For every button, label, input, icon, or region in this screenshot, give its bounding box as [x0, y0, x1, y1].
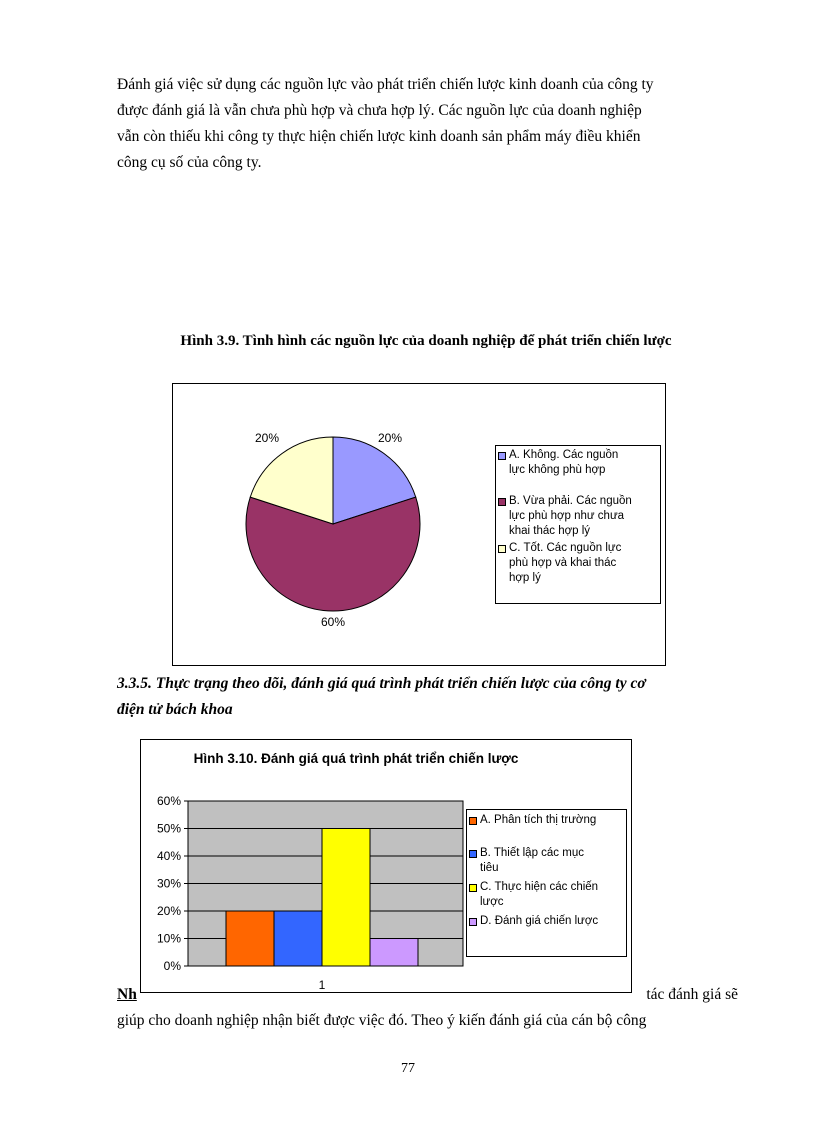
y-tick-label: 20%	[156, 904, 181, 918]
section-heading	[117, 671, 738, 723]
intro-line: công cụ số của công ty.	[117, 154, 262, 171]
legend-swatch	[469, 817, 477, 825]
y-tick-label: 0%	[163, 959, 181, 973]
legend-line: lực phù hợp như chưa	[509, 510, 625, 522]
legend-line: D. Đánh giá chiến lược	[480, 915, 599, 927]
legend-line: A. Không. Các nguồn	[509, 449, 619, 461]
figure-3-9-title: Hình 3.9. Tình hình các nguồn lực của doanh nghiệp để phát triển chiến lược	[180, 333, 672, 349]
page-number: 77	[401, 1061, 415, 1076]
bar-legend	[466, 809, 627, 957]
y-tick-label: 60%	[156, 794, 181, 808]
legend-swatch	[469, 884, 477, 892]
pie-data-label: 20%	[254, 431, 280, 445]
pie-data-label: 60%	[320, 615, 346, 629]
legend-line: hợp lý	[509, 572, 541, 584]
bar	[274, 911, 322, 966]
legend-line: B. Vừa phải. Các nguồn	[509, 495, 632, 507]
legend-line: C. Thực hiện các chiến	[480, 881, 599, 893]
legend-line: A. Phân tích thị trường	[480, 814, 597, 826]
bar-legend-item-b	[467, 846, 626, 876]
legend-swatch	[469, 918, 477, 926]
section-heading-line: điện tử bách khoa	[117, 701, 233, 718]
legend-swatch	[498, 545, 506, 553]
intro-paragraph	[117, 72, 738, 176]
intro-line: vẫn còn thiếu khi công ty thực hiện chiến lược kinh doanh sản phẩm máy điều khiển	[117, 128, 641, 145]
bar-legend-item-c	[467, 880, 626, 910]
y-tick-label: 10%	[156, 931, 181, 946]
pie-legend-item-c	[496, 541, 660, 586]
bar	[370, 939, 418, 967]
pie-data-label: 20%	[377, 431, 403, 445]
bar	[226, 911, 274, 966]
bar-legend-item-d	[467, 914, 626, 929]
legend-swatch	[498, 452, 506, 460]
x-tick-label: 1	[318, 978, 326, 992]
legend-line: C. Tốt. Các nguồn lực	[509, 542, 622, 554]
tail-partial-start: Nh	[117, 986, 137, 1003]
legend-line: tiêu	[480, 862, 499, 874]
y-tick-label: 50%	[156, 821, 181, 836]
pie-chart-frame	[172, 383, 666, 666]
tail-line-2: giúp cho doanh nghiệp nhận biết được việc đó. Theo ý kiến đánh giá của cán bộ công	[117, 1012, 647, 1029]
pie-legend	[495, 445, 661, 604]
bar-chart-frame	[140, 739, 632, 993]
legend-line: lược	[480, 896, 504, 908]
bar-chart-title: Hình 3.10. Đánh giá quá trình phát triển chiến lược	[193, 751, 519, 766]
section-heading-line: 3.3.5. Thực trạng theo dõi, đánh giá quá trình phát triển chiến lược của công ty cơ	[117, 675, 646, 692]
bar	[322, 829, 370, 967]
legend-swatch	[469, 850, 477, 858]
intro-line: Đánh giá việc sử dụng các nguồn lực vào phát triển chiến lược kinh doanh của công ty	[117, 76, 654, 93]
pie-legend-item-b	[496, 494, 660, 539]
legend-line: phù hợp và khai thác	[509, 557, 617, 569]
intro-line: được đánh giá là vẫn chưa phù hợp và chưa hợp lý. Các nguồn lực của doanh nghiệp	[117, 102, 642, 119]
y-tick-label: 30%	[156, 876, 181, 891]
legend-line: lực không phù hợp	[509, 464, 606, 476]
y-tick-label: 40%	[156, 849, 181, 863]
legend-swatch	[498, 498, 506, 506]
pie-legend-item-a	[496, 448, 660, 478]
legend-line: khai thác hợp lý	[509, 525, 591, 537]
bar-legend-item-a	[467, 813, 626, 828]
legend-line: B. Thiết lập các mục	[480, 847, 584, 859]
tail-line-1-end: tác đánh giá sẽ	[646, 986, 738, 1003]
